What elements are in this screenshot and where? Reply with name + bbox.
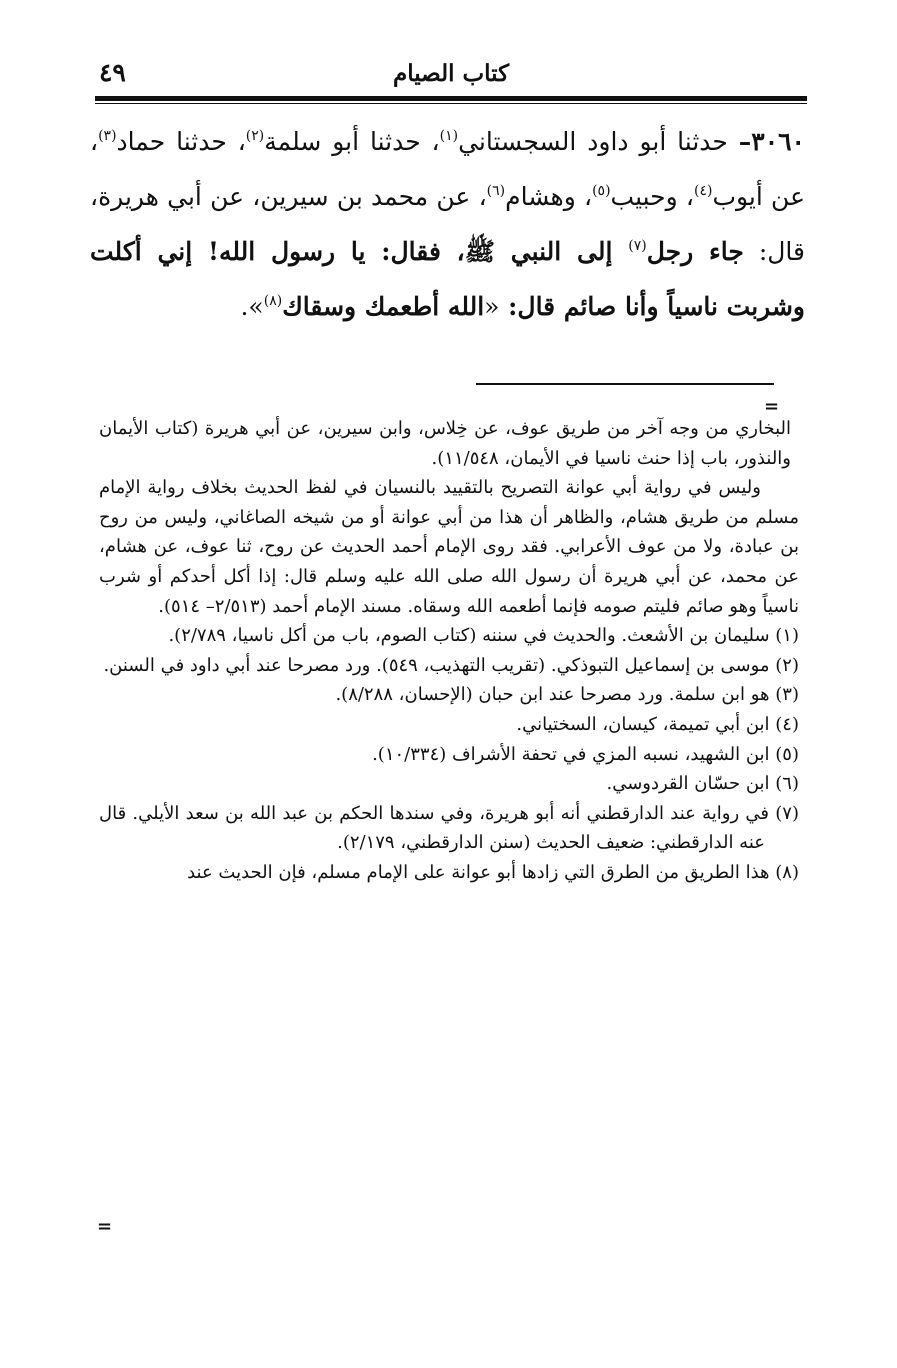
footnote-ref: (٤) bbox=[694, 183, 713, 199]
quote-mark: ». bbox=[240, 292, 264, 321]
footnote-ref: (٥) bbox=[592, 183, 611, 199]
hadith-chain-part: حدثنا أبو داود السجستاني bbox=[458, 127, 728, 156]
hadith-matn: جاء رجل bbox=[646, 237, 744, 266]
hadith-chain-part: ، عن أيوب bbox=[90, 127, 805, 211]
header-rule-thick bbox=[95, 96, 807, 101]
footnote-ref: (٦) bbox=[486, 183, 506, 199]
footnote-item: (٥) ابن الشهيد، نسبه المزي في تحفة الأشراف (١٠/٣٣٤). bbox=[372, 743, 799, 765]
continuation-mark: = bbox=[764, 396, 780, 417]
footnote-item: (٣) هو ابن سلمة. ورد مصرحا عند ابن حبان (الإحسان، ٨/٢٨٨). bbox=[335, 684, 799, 706]
page-header bbox=[95, 56, 807, 100]
footnote-ref: (٧) bbox=[628, 238, 647, 254]
hadith-chain-part: ، عن محمد بن سيرين، عن أبي هريرة، قال: bbox=[90, 182, 805, 266]
hadith-chain-part: ، وهشام bbox=[505, 182, 593, 211]
footnotes bbox=[99, 414, 799, 888]
page-number: ٤٩ bbox=[99, 58, 126, 87]
footnote-ref: (١) bbox=[439, 128, 459, 144]
footnote-paragraph: وليس في رواية أبي عوانة التصريح بالتقييد بالنسيان في لفظ الحديث بخلاف رواية الإمام مسلم من طريق هشام، والظاهر أن هذا من أبي عوانة أو من شيخه الصاغاني، وليس من روح بن عبادة، ولا من عوف الأعرابي. فقد روى الإمام أحمد الحديث عن روح، ثنا عوف، عن هشام، عن محمد، عن أبي هريرة أن رسول الله صلى الله عليه وسلم قال: إذا أكل أحدكم أو شرب ناسياً وهو صائم فليتم صومه فإنما أطعمه الله وسقاه. مسند الإمام أحمد (٢/٥١٣– ٥١٤). bbox=[99, 477, 799, 617]
footnote-ref: (٢) bbox=[245, 128, 265, 144]
footnote-continuation: البخاري من وجه آخر من طريق عوف، عن خِلاس، وابن سيرين، عن أبي هريرة (كتاب الأيمان والنذور، باب إذا حنث ناسيا في الأيمان، ١١/٥٤٨). bbox=[99, 418, 791, 469]
hadith-chain-part: ، حدثنا أبو سلمة bbox=[264, 127, 440, 156]
hadith-matn: الله أطعمك وسقاك bbox=[282, 292, 485, 321]
footnote-item: (٤) ابن أبي تميمة، كيسان، السختياني. bbox=[516, 713, 799, 735]
footnote-ref: (٣) bbox=[98, 128, 117, 144]
hadith-text bbox=[90, 114, 805, 334]
footnote-item: (٧) في رواية عند الدارقطني أنه أبو هريرة، وفي سندها الحكم بن عبد الله بن سعد الأيلي. قال عنه الدارقطني: ضعيف الحديث (سنن الدارقطني، ٢/١٧٩). bbox=[99, 802, 799, 854]
header-rule-thin bbox=[95, 103, 807, 104]
page-title: كتاب الصيام bbox=[392, 60, 510, 87]
footnote-item: (٢) موسى بن إسماعيل التبوذكي. (تقريب التهذيب، ٥٤٩). ورد مصرحا عند أبي داود في السنن. bbox=[103, 654, 799, 676]
footnote-item: (١) سليمان بن الأشعث. والحديث في سننه (كتاب الصوم، باب من أكل ناسيا، ٢/٧٨٩). bbox=[168, 625, 799, 647]
footnote-item: (٦) ابن حسّان القردوسي. bbox=[606, 773, 799, 795]
hadith-chain-part: ، وحبيب bbox=[610, 182, 694, 211]
quote-mark: « bbox=[484, 292, 500, 321]
continuation-mark: = bbox=[97, 1216, 113, 1237]
footnote-ref: (٨) bbox=[263, 293, 283, 309]
footnote-item: (٨) هذا الطريق من الطرق التي زادها أبو عوانة على الإمام مسلم، فإن الحديث عند bbox=[187, 861, 799, 883]
hadith-matn: إلى النبي ﷺ، فقال: يا رسول الله! إني أكلت وشربت ناسياً وأنا صائم قال: bbox=[90, 237, 805, 321]
footnote-separator bbox=[476, 383, 774, 385]
hadith-chain-part: ، حدثنا حماد bbox=[116, 127, 246, 156]
hadith-number: ٣٠٦٠– bbox=[738, 127, 805, 156]
